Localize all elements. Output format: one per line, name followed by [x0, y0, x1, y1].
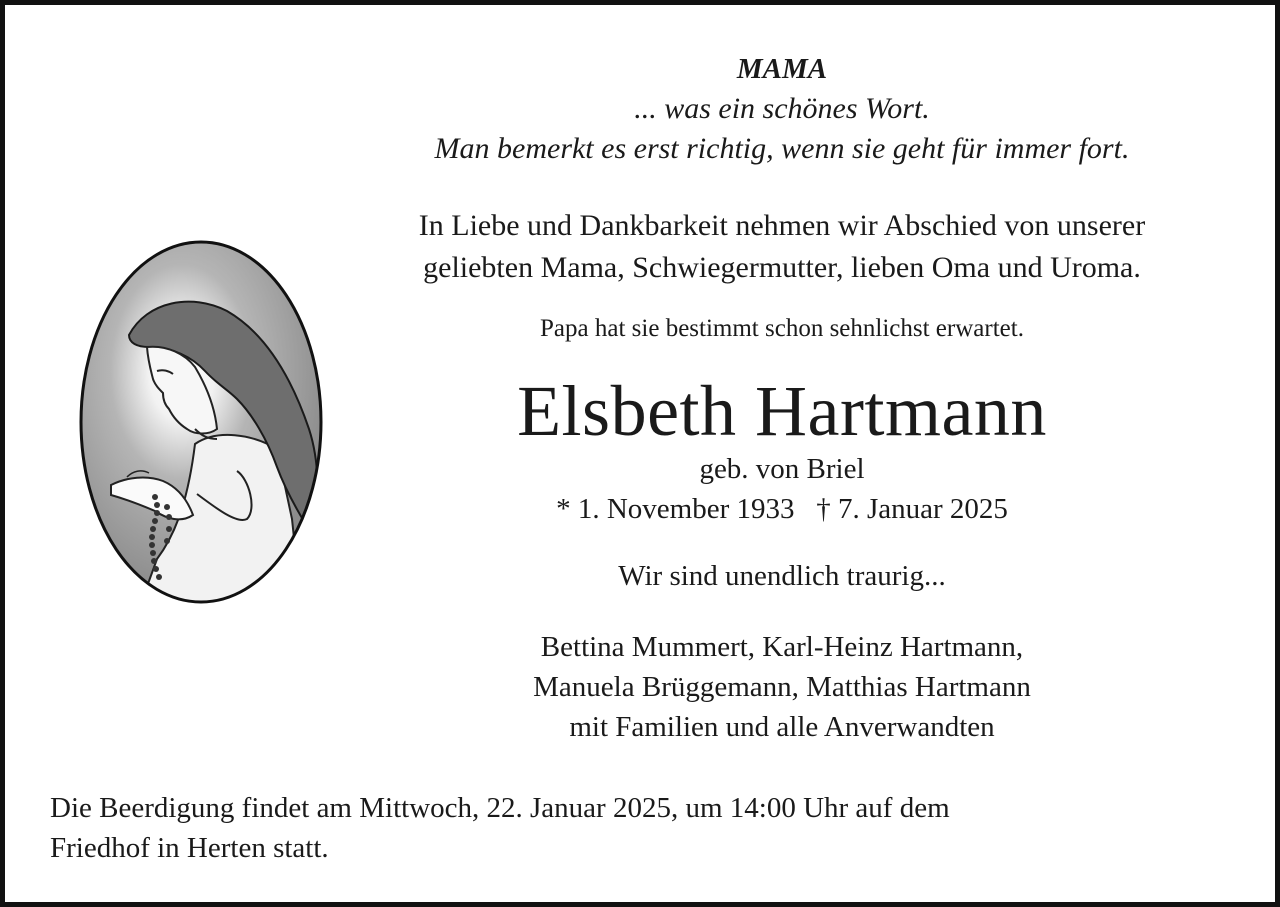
poem-line-2: Man bemerkt es erst richtig, wenn sie geht für immer fort.	[434, 132, 1130, 165]
mourners-line-2: Manuela Brüggemann, Matthias Hartmann	[533, 671, 1031, 703]
funeral-info	[50, 788, 1240, 868]
mourning-line: Wir sind unendlich traurig...	[618, 560, 946, 592]
farewell-line-1: In Liebe und Dankbarkeit nehmen wir Abschied von unserer	[418, 209, 1146, 242]
deceased-name: Elsbeth Hartmann	[517, 371, 1047, 451]
farewell-text	[335, 205, 1229, 289]
mourners-list	[335, 627, 1229, 747]
poem-title: MAMA	[736, 53, 828, 85]
funeral-info-line-2: Friedhof in Herten statt.	[50, 832, 329, 864]
papa-line: Papa hat sie bestimmt schon sehnlichst erwartet.	[540, 315, 1024, 342]
praying-woman-with-rosary-icon	[77, 239, 329, 613]
mourners-line-1: Bettina Mummert, Karl-Heinz Hartmann,	[540, 631, 1024, 663]
poem-line-1: ... was ein schönes Wort.	[634, 92, 930, 125]
poem	[335, 49, 1229, 169]
life-dates: * 1. November 1933 † 7. Januar 2025	[556, 493, 1008, 525]
birth-name: geb. von Briel	[699, 453, 865, 485]
farewell-line-2: geliebten Mama, Schwiegermutter, lieben Oma und Uroma.	[423, 251, 1141, 284]
funeral-info-line-1: Die Beerdigung findet am Mittwoch, 22. Januar 2025, um 14:00 Uhr auf dem	[50, 792, 950, 824]
mourners-line-3: mit Familien und alle Anverwandten	[569, 711, 995, 743]
